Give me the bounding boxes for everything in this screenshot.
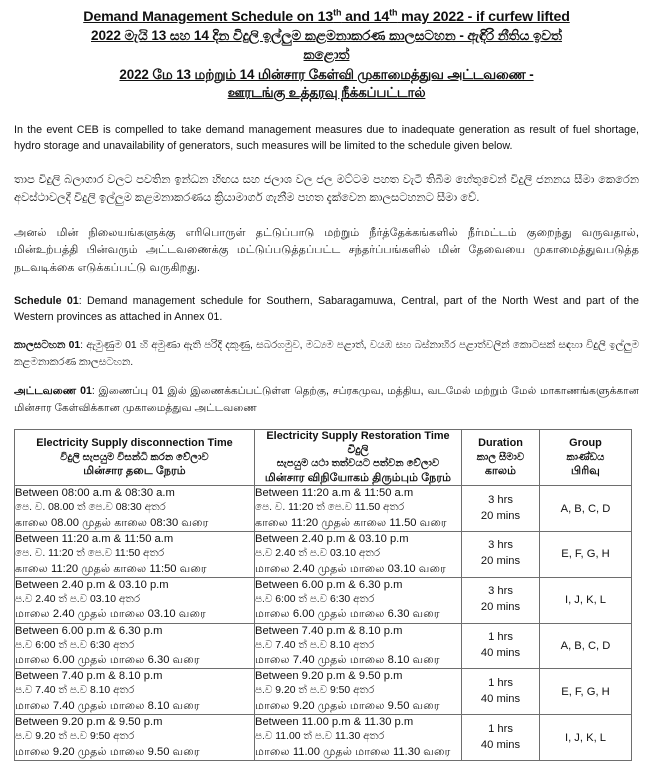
cell-disconnection-time-si: ප.ව 9.20 ත් ප.ව 9:50 අතර xyxy=(15,731,135,743)
cell-restoration-time xyxy=(255,532,462,578)
cell-group: I, J, K, L xyxy=(540,577,632,623)
intro-paragraph-english: In the event CEB is compelled to take demand management measures due to inadequate generation as result of fuel shortage, hydro storage and unavailability of generators, such measures will be limited to the schedule given below. xyxy=(14,123,639,152)
cell-disconnection-time-si: ප.ව 6:00 ත් ප.ව 6:30 අතර xyxy=(15,639,135,651)
intro-paragraph-tamil: அனல் மின் நிலையங்களுக்கு எரிபொருள் தட்டுப்பாடு மற்றும் நீர்த்தேக்கங்களில் நீர்மட்டம் குறைந்து வருவதால், மின்உற்பத்தி பின்வரும் அட்டவணைக்கு மட்டுப்படுத்தப்பட்ட சந்தர்ப்பங்களில் மின் தேவையை முகாமைத்துவபடுத்த நடவடிக்கை எடுக்கப்பட்டு வருகிறது. xyxy=(14,226,639,274)
page-title-english-part-c: may 2022 - if curfew lifted xyxy=(397,9,570,25)
schedule-note-sinhala xyxy=(14,338,639,371)
cell-group: I, J, K, L xyxy=(540,715,632,761)
cell-restoration-time xyxy=(255,577,462,623)
cell-restoration-time xyxy=(255,623,462,669)
cell-restoration-time xyxy=(255,669,462,715)
column-header-duration xyxy=(462,430,540,486)
cell-duration-hours: 1 hrs xyxy=(488,722,513,735)
cell-disconnection-time xyxy=(15,715,255,761)
cell-duration-hours: 3 hrs xyxy=(488,493,513,506)
cell-group: A, B, C, D xyxy=(540,486,632,532)
page-title-sinhala xyxy=(14,27,639,64)
column-header-group-en: Group xyxy=(569,436,602,449)
page-title-sup-14th: th xyxy=(389,7,398,18)
cell-restoration-time-ta: மாலை 6.00 முதல் மாலை 6.30 வரை xyxy=(255,608,440,621)
cell-disconnection-time xyxy=(15,623,255,669)
schedule-note-english xyxy=(14,293,639,325)
page-title-tamil-line1: 2022 மே 13 மற்றும் 14 மின்சார கேள்வி முகாமைத்துவ அட்டவணை - xyxy=(119,66,534,82)
column-header-group xyxy=(540,430,632,486)
cell-duration-minutes: 20 mins xyxy=(480,509,521,522)
schedule-note-tamil-text: : இணைப்பு 01 இல் இணைக்கப்பட்டுள்ள தெற்கு, சப்ரகமுவ, மத்திய, வடமேல் மற்றும் மேல் மாகாணங்களுக்கான மின்சார கேள்விக்கான முகாமைத்துவ அட்டவணை xyxy=(14,385,639,414)
cell-disconnection-time-si: පෙ. ව. 11:20 ත් පෙ.ව 11:50 අතර xyxy=(15,548,165,560)
schedule-note-sinhala-label: කාලසටහන 01 xyxy=(14,340,81,352)
column-header-duration-en: Duration xyxy=(478,436,523,449)
cell-duration-hours: 3 hrs xyxy=(488,539,513,552)
table-row xyxy=(15,669,632,715)
cell-disconnection-time-si: ප.ව 2.40 ත් ප.ව 03.10 අතර xyxy=(15,593,140,605)
cell-duration xyxy=(462,623,540,669)
cell-duration-minutes: 20 mins xyxy=(480,601,521,614)
cell-restoration-time-en: Between 11:20 a.m & 11:50 a.m xyxy=(255,487,414,500)
page-title-tamil xyxy=(14,66,639,103)
cell-disconnection-time-en: Between 9.20 p.m & 9.50 p.m xyxy=(15,716,163,729)
column-header-disconnection-time-ta: மின்சார தடை நேரம் xyxy=(83,464,186,477)
cell-disconnection-time xyxy=(15,532,255,578)
cell-disconnection-time-en: Between 6.00 p.m & 6.30 p.m xyxy=(15,624,163,637)
column-header-group-ta: பிரிவு xyxy=(571,464,600,477)
cell-restoration-time-ta: மாலை 2.40 முதல் மாலை 03.10 வரை xyxy=(255,562,446,575)
schedule-note-sinhala-text: : ඇමුණුම 01 හි අමුණා ඇති පරිදි දකුණු, සබරගමුව, මධ්‍යම පළාත්, වයඹ සහ බස්නාහිර පළාත්වලින් කොටසක් සඳහා විදුලි ඉල්ලුම කළමනාකරණ කාලසටහන. xyxy=(14,340,639,368)
cell-restoration-time-si: ප.ව 7.40 ත් ප.ව 8.10 අතර xyxy=(255,639,375,651)
page-title-english xyxy=(14,8,639,26)
cell-group: A, B, C, D xyxy=(540,623,632,669)
cell-restoration-time-ta: காலை 11:20 முதல் காலை 11.50 வரை xyxy=(255,516,447,529)
cell-restoration-time-ta: மாலை 11.00 முதல் மாலை 11.30 வரை xyxy=(255,745,451,758)
cell-duration-minutes: 40 mins xyxy=(480,692,521,705)
cell-restoration-time-si: ප.ව 2.40 ත් ප.ව 03.10 අතර xyxy=(255,548,380,560)
schedule-note-tamil xyxy=(14,383,639,416)
page-title-tamil-line2: ஊரடங்கு உத்தரவு நீக்கப்பட்டால் xyxy=(227,85,426,101)
table-row xyxy=(15,486,632,532)
table-header-row xyxy=(15,430,632,486)
table-row xyxy=(15,577,632,623)
column-header-restoration-time-ta: மின்சார விநியோகம் திரும்பும் நேரம் xyxy=(264,471,452,484)
column-header-restoration-time xyxy=(255,430,462,486)
column-header-restoration-time-si: සැපයුම යථා තත්වයට පත්වන වේලාව xyxy=(276,458,440,470)
cell-group: E, F, G, H xyxy=(540,669,632,715)
cell-disconnection-time xyxy=(15,486,255,532)
cell-duration-minutes: 40 mins xyxy=(480,738,521,751)
intro-paragraph-sinhala: තාප විදුලි බලාගාර වලට පවතින ඉන්ධන හිඟය සහ ජලාශ වල ජල මට්ටම පහත වැටී තිබීම හේතුවෙන් විදුලි ජනනය සීමා කෙරෙන අවස්ථාවලදී විදුලි ඉල්ලුම කළමනාකරණය ක්‍රියාමාර්ග ගැනීම පහත දැක්වෙන කාලසටහනට සීමා වේ. xyxy=(14,173,639,205)
cell-disconnection-time-en: Between 11:20 a.m & 11:50 a.m xyxy=(15,533,174,545)
cell-duration xyxy=(462,669,540,715)
cell-restoration-time xyxy=(255,715,462,761)
cell-restoration-time-si: ප.ව 9.20 ත් ප.ව 9:50 අතර xyxy=(255,685,375,697)
cell-duration-minutes: 20 mins xyxy=(480,555,521,568)
table-body xyxy=(15,486,632,761)
schedule-note-tamil-label: அட்டவணை 01 xyxy=(14,385,92,398)
cell-disconnection-time-ta: மாலை 7.40 முதல் மாலை 8.10 வரை xyxy=(15,700,200,713)
column-header-duration-ta: காலம் xyxy=(484,464,517,477)
cell-disconnection-time-ta: காலை 11:20 முதல் காலை 11:50 வரை xyxy=(15,562,207,575)
cell-duration-hours: 1 hrs xyxy=(488,631,513,644)
page-title-english-part-a: Demand Management Schedule on 13 xyxy=(83,9,334,25)
column-header-disconnection-time xyxy=(15,430,255,486)
cell-duration xyxy=(462,532,540,578)
cell-duration-minutes: 40 mins xyxy=(480,646,521,659)
table-row xyxy=(15,532,632,578)
page-title-english-part-b: and 14 xyxy=(341,9,390,25)
table-row xyxy=(15,715,632,761)
cell-duration xyxy=(462,486,540,532)
cell-disconnection-time-en: Between 08:00 a.m & 08:30 a.m xyxy=(15,487,175,500)
page-title-sinhala-line2: කළොත් xyxy=(303,46,350,62)
table-row xyxy=(15,623,632,669)
page-title-sinhala-line1: 2022 මැයි 13 සහ 14 දින විදුලි ඉල්ලුම කළමනාකරණ කාලසටහන - ඇඳිරි නීතිය ඉවත් xyxy=(91,28,562,44)
cell-duration xyxy=(462,577,540,623)
cell-disconnection-time-en: Between 7.40 p.m & 8.10 p.m xyxy=(15,670,163,683)
document-title-block xyxy=(14,8,639,103)
cell-disconnection-time xyxy=(15,669,255,715)
cell-restoration-time-ta: மாலை 7.40 முதல் மாலை 8.10 வரை xyxy=(255,654,440,667)
cell-duration xyxy=(462,715,540,761)
cell-restoration-time-si: පෙ. ව. 11:20 ත් පෙ.ව 11.50 අතර xyxy=(255,502,405,514)
cell-restoration-time-en: Between 11.00 p.m & 11.30 p.m xyxy=(255,716,414,729)
cell-duration-hours: 1 hrs xyxy=(488,676,513,689)
cell-restoration-time-si: ප.ව 11.00 ත් ප.ව 11.30 අතර xyxy=(255,731,385,743)
cell-restoration-time-si: ප.ව 6:00 ත් ප.ව 6:30 අතර xyxy=(255,593,375,605)
cell-disconnection-time-ta: மாலை 9.20 முதல் மாலை 9.50 வரை xyxy=(15,745,200,758)
cell-restoration-time-en: Between 9.20 p.m & 9.50 p.m xyxy=(255,670,403,683)
column-header-group-si: කාණ්ඩය xyxy=(566,451,605,463)
cell-disconnection-time-si: පෙ. ව. 08.00 ත් පෙ.ව 08:30 අතර xyxy=(15,502,166,514)
column-header-disconnection-time-en: Electricity Supply disconnection Time xyxy=(36,436,233,449)
cell-restoration-time-en: Between 2.40 p.m & 03.10 p.m xyxy=(255,533,409,545)
cell-restoration-time-ta: மாலை 9.20 முதல் மாலை 9.50 வரை xyxy=(255,700,440,713)
schedule-note-english-text: : Demand management schedule for Southern, Sabaragamuwa, Central, part of the North West and part of the Western provinces as attached in Annex 01. xyxy=(14,294,639,324)
cell-group: E, F, G, H xyxy=(540,532,632,578)
cell-disconnection-time-en: Between 2.40 p.m & 03.10 p.m xyxy=(15,578,169,591)
demand-management-schedule-table xyxy=(14,429,632,761)
column-header-restoration-time-en: Electricity Supply Restoration Time විදුලි xyxy=(266,430,450,456)
cell-disconnection-time-ta: காலை 08.00 முதல் காலை 08:30 வரை xyxy=(15,516,209,529)
cell-disconnection-time xyxy=(15,577,255,623)
cell-restoration-time-en: Between 7.40 p.m & 8.10 p.m xyxy=(255,624,403,637)
cell-restoration-time-en: Between 6.00 p.m & 6.30 p.m xyxy=(255,578,403,591)
cell-duration-hours: 3 hrs xyxy=(488,585,513,598)
column-header-disconnection-time-si: විදුලි සැපයුම විසන්ධි කරන වේලාව xyxy=(60,451,209,463)
page-title-sup-13th: th xyxy=(333,7,342,18)
schedule-note-english-label: Schedule 01 xyxy=(14,294,79,307)
cell-disconnection-time-ta: மாலை 2.40 முதல் மாலை 03.10 வரை xyxy=(15,608,206,621)
cell-disconnection-time-ta: மாலை 6.00 முதல் மாலை 6.30 வரை xyxy=(15,654,200,667)
cell-disconnection-time-si: ප.ව 7.40 ත් ප.ව 8.10 අතර xyxy=(15,685,135,697)
column-header-duration-si: කාල සීමාව xyxy=(476,451,525,463)
cell-restoration-time xyxy=(255,486,462,532)
